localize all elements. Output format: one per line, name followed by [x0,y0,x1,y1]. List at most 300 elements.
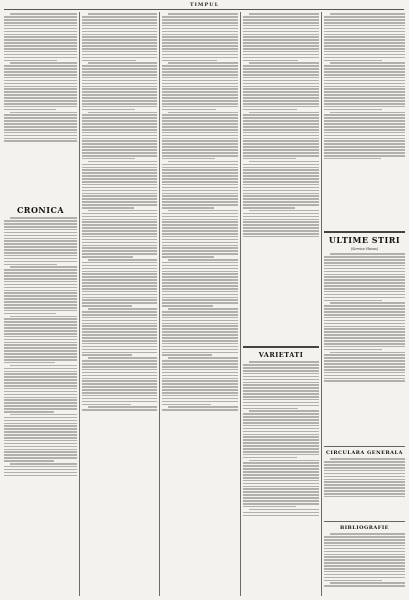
text-line [82,175,157,177]
text-line [162,273,238,275]
text-line [243,57,319,59]
text-line [243,190,319,192]
text-line [324,349,382,351]
text-line [82,143,157,145]
text-line [82,369,157,371]
text-line [82,31,157,33]
text-line [82,146,157,148]
text-line [4,318,77,320]
text-line [243,471,319,473]
text-line [324,305,405,307]
text-line [4,83,77,85]
text-line [243,442,319,444]
article-text [243,13,319,343]
text-line [162,45,238,47]
text-line [88,357,157,359]
text-line [324,42,405,44]
text-line [324,91,405,93]
text-line [162,31,238,33]
text-line [162,360,238,362]
text-line [162,265,238,267]
text-line [330,253,405,255]
text-line [330,13,405,15]
text-line [82,39,157,41]
text-line [324,311,405,313]
text-line [324,103,405,105]
text-line [324,39,405,41]
text-line [162,34,238,36]
text-line [4,31,77,33]
text-line [324,487,405,489]
text-line [162,213,238,215]
text-line [243,405,319,407]
text-line [82,22,157,24]
text-line [168,259,238,261]
text-line [82,181,157,183]
text-line [162,195,238,197]
text-line [162,143,238,145]
text-line [243,488,319,490]
text-line [82,120,157,122]
text-line [10,414,77,416]
text-line [82,60,136,62]
text-line [243,224,319,226]
text-line [243,462,319,464]
text-line [162,343,238,345]
text-line [243,457,297,459]
text-line [4,25,77,27]
text-line [4,120,77,122]
text-line [4,397,77,399]
text-line [4,54,77,56]
text-line [82,398,157,400]
text-line [10,62,77,64]
text-line [4,42,77,44]
text-line [82,83,157,85]
text-line [162,375,238,377]
text-line [82,19,157,21]
text-line [324,493,405,495]
text-line [162,282,238,284]
text-line [324,378,405,380]
text-line [82,299,157,301]
text-line [4,220,77,222]
text-line [4,379,77,381]
text-line [243,45,319,47]
text-line [243,155,319,157]
text-line [4,36,77,38]
text-line [324,25,405,27]
text-line [82,57,157,59]
text-line [4,385,77,387]
text-line [162,71,238,73]
text-line [4,123,77,125]
text-line [324,117,405,119]
text-line [4,51,77,53]
text-line [4,466,77,468]
text-line [243,193,319,195]
text-line [162,88,238,90]
text-line [168,13,238,15]
text-line [243,175,319,177]
text-line [162,331,238,333]
text-line [4,324,77,326]
text-line [249,410,319,412]
text-line [324,562,405,564]
text-line [162,51,238,53]
text-line [82,65,157,67]
text-line [162,158,215,160]
text-line [10,217,77,219]
text-line [82,311,157,313]
text-line [324,470,405,472]
text-line [4,45,77,47]
text-line [82,45,157,47]
text-line [324,138,405,140]
text-line [243,31,319,33]
text-line [243,216,319,218]
text-line [82,328,157,330]
text-line [324,323,405,325]
text-line [4,321,77,323]
text-line [4,284,77,286]
text-line [82,236,157,238]
text-line [82,94,157,96]
text-line [82,233,157,235]
text-line [4,80,77,82]
text-line [243,483,319,485]
text-line [324,346,405,348]
text-line [82,401,157,403]
text-line [243,445,319,447]
text-line [82,91,157,93]
text-line [82,363,157,365]
text-line [243,465,319,467]
text-line [324,291,405,293]
text-line [243,451,319,453]
text-line [243,416,319,418]
text-line [4,449,77,451]
text-line [243,207,295,209]
text-line [4,109,56,111]
text-line [82,224,157,226]
text-line [249,161,319,163]
text-line [243,126,319,128]
text-line [324,28,405,30]
text-line [162,299,238,301]
text-line [324,256,405,258]
text-line [4,307,77,309]
text-line [243,178,319,180]
text-line [324,114,405,116]
text-line [243,376,319,378]
text-line [162,175,238,177]
text-line [324,282,405,284]
text-line [82,285,157,287]
text-line [324,77,405,79]
text-line [243,373,319,375]
text-line [324,158,381,160]
text-line [162,320,238,322]
text-line [243,486,319,488]
text-line [4,140,77,142]
text-line [162,245,238,247]
text-line [82,169,157,171]
text-line [162,317,238,319]
text-line [82,239,157,241]
text-line [324,308,405,310]
section-divider [243,346,319,348]
text-line [324,565,405,567]
text-line [243,201,319,203]
text-line [243,419,319,421]
text-line [4,97,77,99]
text-line [162,42,238,44]
column-2 [82,12,157,596]
text-line [162,184,238,186]
text-line [243,474,319,476]
text-line [324,366,405,368]
text-line [82,28,157,30]
text-line [243,428,319,430]
text-line [82,198,157,200]
text-line [4,71,77,73]
text-line [162,126,238,128]
text-line [162,366,238,368]
text-line [243,143,319,145]
text-line [162,109,216,111]
text-line [4,399,77,401]
text-line [4,420,77,422]
section-divider [324,446,405,447]
text-line [4,106,77,108]
text-line [82,190,157,192]
text-line [82,282,157,284]
text-line [82,184,157,186]
text-line [82,201,157,203]
text-line [162,22,238,24]
text-line [82,230,157,232]
text-line [324,375,405,377]
article-text [324,253,405,443]
text-line [4,342,77,344]
text-line [324,80,405,82]
text-line [324,580,382,582]
text-line [324,551,405,553]
text-line [243,413,319,415]
text-line [162,36,238,38]
text-line [4,39,77,41]
text-line [4,281,77,283]
text-line [243,97,319,99]
text-line [243,364,319,366]
text-line [243,74,319,76]
text-line [82,372,157,374]
text-line [243,439,319,441]
text-line [4,405,77,407]
text-line [162,149,238,151]
text-line [82,383,157,385]
text-line [324,380,405,382]
text-line [324,74,405,76]
text-line [162,48,238,50]
text-line [243,506,296,508]
text-line [82,140,157,142]
text-line [168,161,238,163]
text-line [162,352,238,354]
text-line [4,249,77,251]
text-line [82,404,131,406]
text-line [4,28,77,30]
text-line [82,16,157,18]
text-line [82,273,157,275]
text-line [162,409,238,411]
text-line [330,352,405,354]
text-line [243,65,319,67]
text-line [4,408,77,410]
text-line [162,193,238,195]
text-line [82,265,157,267]
text-line [162,285,238,287]
text-line [324,467,405,469]
text-line [88,13,157,15]
text-line [324,100,405,102]
text-line [162,172,238,174]
text-line [243,379,319,381]
text-line [4,48,77,50]
text-line [324,574,405,576]
text-line [324,357,405,359]
text-line [4,362,55,364]
text-line [324,86,405,88]
text-line [10,13,77,15]
text-line [4,359,77,361]
text-line [4,382,77,384]
text-line [243,477,319,479]
text-line [82,126,157,128]
text-line [162,114,238,116]
text-line [243,120,319,122]
text-line [82,97,157,99]
text-line [324,94,405,96]
text-line [82,178,157,180]
text-line [243,402,319,404]
text-line [162,262,238,264]
text-line [82,216,157,218]
text-line [162,340,238,342]
text-line [162,129,238,131]
text-line [4,114,77,116]
text-line [4,235,77,237]
text-line [168,62,238,64]
text-line [168,406,238,408]
text-line [162,378,238,380]
text-line [4,472,77,474]
text-line [162,242,238,244]
text-line [4,238,77,240]
text-line [4,252,77,254]
article-text [324,533,405,596]
text-line [162,86,238,88]
text-line [4,103,77,105]
text-line [162,83,238,85]
text-line [324,36,405,38]
article-text [324,13,405,228]
text-line [162,386,238,388]
text-line [82,219,157,221]
text-line [82,262,157,264]
text-line [82,276,157,278]
text-line [162,140,238,142]
text-line [4,86,77,88]
text-line [82,392,157,394]
article-text [324,458,405,518]
text-line [243,384,319,386]
text-line [324,496,405,498]
text-line [4,246,77,248]
text-line [162,392,238,394]
text-line [324,123,405,125]
text-line [162,204,238,206]
text-line [324,140,405,142]
text-line [82,68,157,70]
text-line [243,448,319,450]
text-line [82,305,132,307]
text-line [243,213,319,215]
text-line [82,158,135,160]
text-line [88,62,157,64]
text-line [162,297,238,299]
text-line [4,229,77,231]
text-line [82,343,157,345]
text-line [162,68,238,70]
text-line [324,571,405,573]
text-line [4,287,77,289]
text-line [82,138,157,140]
text-line [162,219,238,221]
text-line [243,169,319,171]
section-heading-cronica: CRONICA [16,205,65,216]
text-line [162,155,238,157]
text-line [243,36,319,38]
text-line [243,230,319,232]
text-line [324,476,405,478]
text-line [162,369,238,371]
text-line [243,149,319,151]
text-line [243,138,319,140]
text-line [4,451,77,453]
text-line [82,109,135,111]
article-text [4,13,77,203]
text-line [4,391,77,393]
text-line [4,356,77,358]
text-line [243,158,296,160]
text-line [4,100,77,102]
article-text [82,13,157,593]
text-line [4,376,77,378]
text-line [243,396,319,398]
text-line [243,494,319,496]
text-line [324,48,405,50]
text-line [4,16,77,18]
text-line [82,155,157,157]
text-line [243,71,319,73]
text-line [82,25,157,27]
section-heading-circulara: CIRCULARA GENERALA [326,450,403,457]
text-line [162,253,238,255]
text-line [324,542,405,544]
text-line [162,178,238,180]
